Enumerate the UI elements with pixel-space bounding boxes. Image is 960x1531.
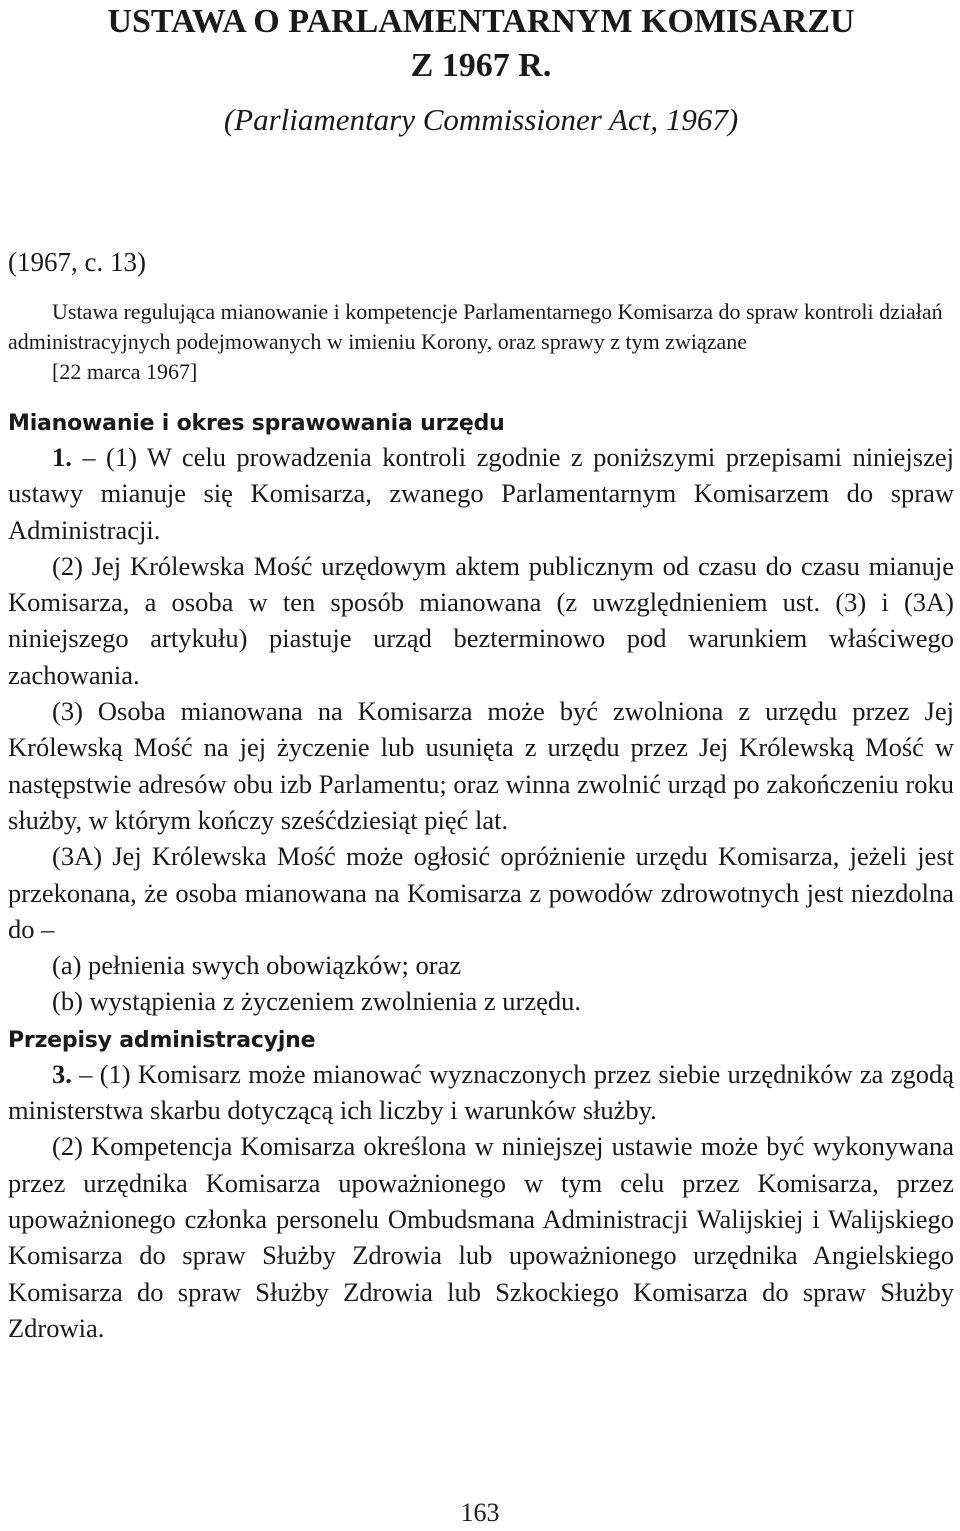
section-3-paragraph-2: (2) Kompetencja Komisarza określona w niniejszej ustawie może być wykonywana przez urzędnika Komisarza upoważnionego w tym celu przez Komisarza, przez upoważnionego członka personelu Ombudsmana Administracji Walijskiej i Walijskiego Komisarza do spraw Służby Zdrowia lub upoważnionego urzędnika Angielskiego Komisarza do spraw Służby Zdrowia lub Szkockiego Komisarza do spraw Służby Zdrowia. [8,1131,954,1343]
section-heading-appointment: Mianowanie i okres sprawowania urzędu [8,411,505,436]
section-number: 1. [52,442,72,472]
document-subtitle: (Parliamentary Commissioner Act, 1967) [223,102,739,137]
act-citation: (1967, c. 13) [8,247,146,277]
section-3-paragraph-1 [8,1056,954,1129]
page-number: 163 [460,1498,500,1527]
document-title-line-1: USTAWA O PARLAMENTARNYM KOMISARZU [107,3,855,40]
section-1-paragraph-1 [8,439,954,548]
act-preamble: Ustawa regulująca mianowanie i kompetencje Parlamentarnego Komisarza do spraw kontroli działań administracyjnych podejmowanych w imieniu Korony, oraz sprawy z tym związane [8,299,943,354]
section-1-paragraph-3a: (3A) Jej Królewska Mość może ogłosić opróżnienie urzędu Komisarza, jeżeli jest przekonana, że osoba mianowana na Komisarza z powodów zdrowotnych jest niezdolna do – [8,841,954,944]
section-1-text-1: – (1) W celu prowadzenia kontroli zgodnie z poniższymi przepisami niniejszej ustawy mianuje się Komisarza, zwanego Parlamentarnym Komisarzem do spraw Administracji. [8,442,954,545]
list-item-a: (a) pełnienia swych obowiązków; oraz [52,950,462,981]
section-1-paragraph-3: (3) Osoba mianowana na Komisarza może być zwolniona z urzędu przez Jej Królewską Mość na jej życzenie lub usunięta z urzędu przez Jej Królewską Mość w następstwie adresów obu izb Parlamentu; oraz winna zwolnić urząd po zakończeniu roku służby, w którym kończy sześćdziesiąt pięć lat. [8,696,954,835]
document-title-line-2: Z 1967 R. [410,47,552,84]
section-3-text-1: – (1) Komisarz może mianować wyznaczonych przez siebie urzędników za zgodą ministerstwa skarbu dotyczącą ich liczby i warunków służby. [8,1058,954,1126]
section-number: 3. [52,1058,72,1089]
section-heading-administrative: Przepisy administracyjne [8,1027,316,1053]
act-date: [22 marca 1967] [52,359,198,384]
list-item-b: (b) wystąpienia z życzeniem zwolnienia z urzędu. [52,986,582,1017]
section-1-paragraph-2: (2) Jej Królewska Mość urzędowym aktem publicznym od czasu do czasu mianuje Komisarza, a osoba w ten sposób mianowana (z uwzględnieniem ust. (3) i (3A) niniejszego artykułu) piastuje urząd bezterminowo pod warunkiem właściwego zachowania. [8,550,954,690]
